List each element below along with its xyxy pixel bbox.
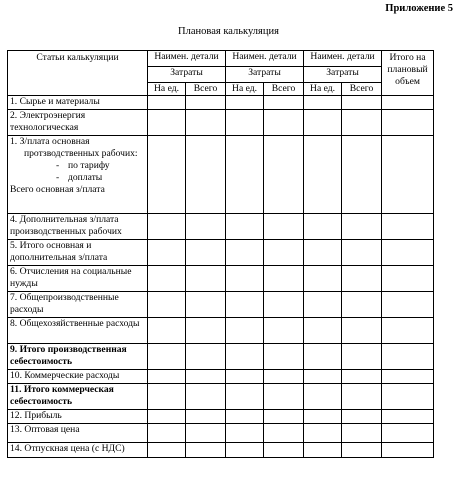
value-cell[interactable] — [382, 110, 434, 136]
value-cell[interactable] — [264, 292, 304, 318]
table-row — [8, 410, 434, 424]
value-cell[interactable] — [382, 240, 434, 266]
value-cell[interactable] — [304, 292, 342, 318]
table-row — [8, 214, 434, 240]
value-cell[interactable] — [148, 240, 186, 266]
value-cell[interactable] — [186, 96, 226, 110]
value-cell[interactable] — [304, 344, 342, 370]
value-cell[interactable] — [382, 443, 434, 458]
table-row — [8, 344, 434, 370]
value-cell[interactable] — [264, 370, 304, 384]
value-cell[interactable] — [226, 240, 264, 266]
value-cell[interactable] — [382, 292, 434, 318]
row-label: 7. Общепроизводственные расходы — [8, 292, 148, 318]
value-cell[interactable] — [186, 110, 226, 136]
row-sublabel: - доплаты — [10, 172, 145, 184]
value-cell[interactable] — [148, 292, 186, 318]
row-label: 4. Дополнительная з/плата производственных рабочих — [8, 214, 148, 240]
value-cell[interactable] — [342, 443, 382, 458]
value-cell[interactable] — [304, 318, 342, 344]
value-cell[interactable] — [304, 424, 342, 443]
value-cell[interactable] — [382, 266, 434, 292]
value-cell[interactable] — [304, 240, 342, 266]
value-cell[interactable] — [382, 136, 434, 214]
header-per-unit-2: На ед. — [226, 83, 264, 96]
value-cell[interactable] — [304, 136, 342, 214]
value-cell[interactable] — [264, 410, 304, 424]
value-cell[interactable] — [342, 96, 382, 110]
table-row — [8, 240, 434, 266]
value-cell[interactable] — [186, 214, 226, 240]
value-cell[interactable] — [226, 266, 264, 292]
value-cell[interactable] — [342, 110, 382, 136]
value-cell[interactable] — [226, 292, 264, 318]
value-cell[interactable] — [304, 384, 342, 410]
value-cell[interactable] — [264, 110, 304, 136]
value-cell[interactable] — [342, 240, 382, 266]
header-articles: Статьи калькуляции — [8, 51, 148, 96]
value-cell[interactable] — [382, 344, 434, 370]
value-cell[interactable] — [382, 214, 434, 240]
row-label: 2. Электроэнергия технологическая — [8, 110, 148, 136]
table-row — [8, 424, 434, 443]
header-per-unit-3: На ед. — [304, 83, 342, 96]
value-cell[interactable] — [148, 214, 186, 240]
table-row — [8, 318, 434, 344]
table-row — [8, 370, 434, 384]
row-label: 8. Общехозяйственные расходы — [8, 318, 148, 344]
value-cell[interactable] — [186, 136, 226, 214]
calculation-table — [7, 50, 434, 458]
value-cell[interactable] — [382, 96, 434, 110]
value-cell[interactable] — [186, 410, 226, 424]
header-per-unit-1: На ед. — [148, 83, 186, 96]
value-cell[interactable] — [342, 214, 382, 240]
value-cell[interactable] — [148, 136, 186, 214]
document-title: Плановая калькуляция — [178, 26, 279, 37]
value-cell[interactable] — [304, 410, 342, 424]
value-cell[interactable] — [226, 443, 264, 458]
header-part-name-3: Наимен. детали — [304, 51, 382, 67]
table-row — [8, 266, 434, 292]
value-cell[interactable] — [186, 344, 226, 370]
value-cell[interactable] — [342, 266, 382, 292]
value-cell[interactable] — [382, 318, 434, 344]
table-row — [8, 110, 434, 136]
value-cell[interactable] — [264, 266, 304, 292]
value-cell[interactable] — [186, 384, 226, 410]
value-cell[interactable] — [226, 318, 264, 344]
table-row — [8, 292, 434, 318]
value-cell[interactable] — [148, 410, 186, 424]
row-label: 1. Сырье и материалы — [8, 96, 148, 110]
value-cell[interactable] — [342, 370, 382, 384]
row-label — [8, 136, 148, 214]
value-cell[interactable] — [226, 96, 264, 110]
value-cell[interactable] — [148, 110, 186, 136]
value-cell[interactable] — [342, 384, 382, 410]
value-cell[interactable] — [264, 443, 304, 458]
value-cell[interactable] — [226, 214, 264, 240]
value-cell[interactable] — [264, 384, 304, 410]
row-label: 6. Отчисления на социальные нужды — [8, 266, 148, 292]
row-label: 14. Отпускная цена (с НДС) — [8, 443, 148, 458]
value-cell[interactable] — [186, 424, 226, 443]
value-cell[interactable] — [342, 344, 382, 370]
header-part-name-1: Наимен. детали — [148, 51, 226, 67]
value-cell[interactable] — [226, 136, 264, 214]
value-cell[interactable] — [186, 370, 226, 384]
row-label-total: Всего основная з/плата — [10, 184, 105, 195]
header-costs-3: Затраты — [304, 67, 382, 83]
value-cell[interactable] — [264, 214, 304, 240]
value-cell[interactable] — [382, 424, 434, 443]
value-cell[interactable] — [186, 266, 226, 292]
value-cell[interactable] — [226, 424, 264, 443]
value-cell[interactable] — [304, 370, 342, 384]
value-cell[interactable] — [264, 96, 304, 110]
value-cell[interactable] — [148, 96, 186, 110]
value-cell[interactable] — [186, 443, 226, 458]
value-cell[interactable] — [226, 110, 264, 136]
row-sublabel: - по тарифу — [10, 160, 145, 172]
table-row — [8, 136, 434, 214]
header-costs-1: Затраты — [148, 67, 226, 83]
value-cell[interactable] — [342, 424, 382, 443]
value-cell[interactable] — [226, 370, 264, 384]
value-cell[interactable] — [226, 384, 264, 410]
row-label: 12. Прибыль — [8, 410, 148, 424]
value-cell[interactable] — [186, 292, 226, 318]
header-total-2: Всего — [264, 83, 304, 96]
value-cell[interactable] — [304, 214, 342, 240]
value-cell[interactable] — [186, 318, 226, 344]
row-label-main: 1. З/плата основная протзводственных рабочих: — [10, 136, 138, 159]
row-label: 11. Итого коммерческая себестоимость — [8, 384, 148, 410]
value-cell[interactable] — [342, 318, 382, 344]
value-cell[interactable] — [264, 424, 304, 443]
value-cell[interactable] — [148, 344, 186, 370]
value-cell[interactable] — [342, 136, 382, 214]
value-cell[interactable] — [148, 443, 186, 458]
value-cell[interactable] — [382, 410, 434, 424]
value-cell[interactable] — [148, 266, 186, 292]
value-cell[interactable] — [264, 344, 304, 370]
value-cell[interactable] — [304, 443, 342, 458]
value-cell[interactable] — [226, 344, 264, 370]
header-total-1: Всего — [186, 83, 226, 96]
row-label: 5. Итого основная и дополнительная з/плата — [8, 240, 148, 266]
value-cell[interactable] — [304, 266, 342, 292]
value-cell[interactable] — [304, 96, 342, 110]
value-cell[interactable] — [148, 384, 186, 410]
table-row — [8, 443, 434, 458]
value-cell[interactable] — [148, 318, 186, 344]
appendix-label: Приложение 5 — [385, 3, 453, 14]
row-label: 9. Итого производственная себестоимость — [8, 344, 148, 370]
value-cell[interactable] — [342, 410, 382, 424]
header-total-3: Всего — [342, 83, 382, 96]
value-cell[interactable] — [342, 292, 382, 318]
value-cell[interactable] — [382, 384, 434, 410]
table-row — [8, 384, 434, 410]
header-part-name-2: Наимен. детали — [226, 51, 304, 67]
row-label: 13. Оптовая цена — [8, 424, 148, 443]
value-cell[interactable] — [186, 240, 226, 266]
table-row — [8, 96, 434, 110]
value-cell[interactable] — [226, 410, 264, 424]
value-cell[interactable] — [264, 136, 304, 214]
value-cell[interactable] — [264, 318, 304, 344]
value-cell[interactable] — [304, 110, 342, 136]
header-costs-2: Затраты — [226, 67, 304, 83]
value-cell[interactable] — [148, 424, 186, 443]
row-label: 10. Коммерческие расходы — [8, 370, 148, 384]
value-cell[interactable] — [382, 370, 434, 384]
value-cell[interactable] — [148, 370, 186, 384]
header-plan-volume: Итого на плановый объем — [382, 51, 434, 96]
value-cell[interactable] — [264, 240, 304, 266]
